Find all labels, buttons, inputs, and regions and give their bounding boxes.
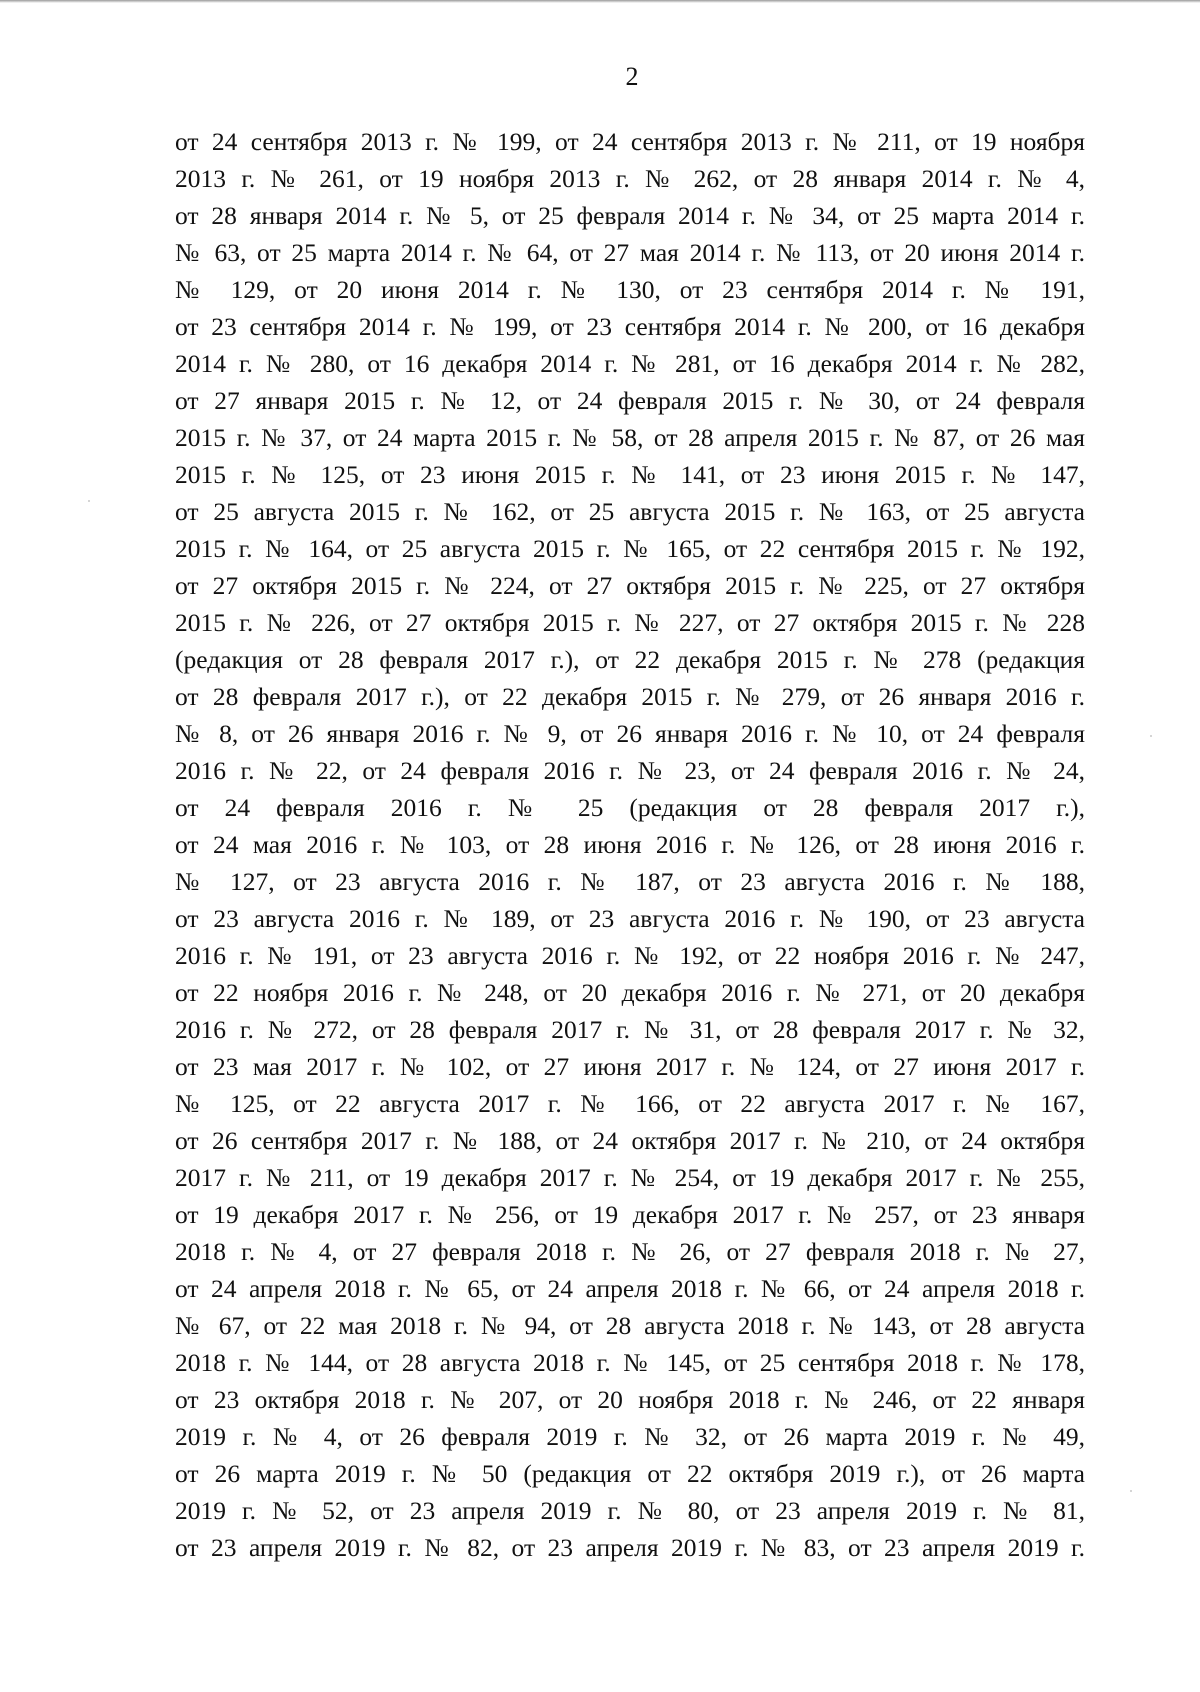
text-line: от 23 октября 2018 г. № 207, от 20 ноября 2018 г. № 246, от 22 января [175,1385,1085,1414]
text-line: 2014 г. № 280, от 16 декабря 2014 г. № 281, от 16 декабря 2014 г. № 282, [175,349,1085,378]
text-line: от 23 сентября 2014 г. № 199, от 23 сентября 2014 г. № 200, от 16 декабря [175,312,1085,341]
text-line: 2016 г. № 191, от 23 августа 2016 г. № 192, от 22 ноября 2016 г. № 247, [175,941,1085,970]
page-number: 2 [625,62,639,91]
text-line: 2015 г. № 37, от 24 марта 2015 г. № 58, от 28 апреля 2015 г. № 87, от 26 мая [175,423,1085,452]
text-line: 2019 г. № 4, от 26 февраля 2019 г. № 32, от 26 марта 2019 г. № 49, [175,1422,1085,1451]
text-line: от 22 ноября 2016 г. № 248, от 20 декабря 2016 г. № 271, от 20 декабря [175,978,1085,1007]
text-line: 2015 г. № 226, от 27 октября 2015 г. № 227, от 27 октября 2015 г. № 228 [175,608,1085,637]
text-line: № 67, от 22 мая 2018 г. № 94, от 28 августа 2018 г. № 143, от 28 августа [175,1311,1085,1340]
text-line: от 24 апреля 2018 г. № 65, от 24 апреля 2018 г. № 66, от 24 апреля 2018 г. [175,1274,1085,1303]
text-line: № 8, от 26 января 2016 г. № 9, от 26 января 2016 г. № 10, от 24 февраля [175,719,1085,748]
text-line: 2015 г. № 164, от 25 августа 2015 г. № 165, от 22 сентября 2015 г. № 192, [175,534,1085,563]
text-line: от 23 августа 2016 г. № 189, от 23 августа 2016 г. № 190, от 23 августа [175,904,1085,933]
text-line: от 26 марта 2019 г. № 50 (редакция от 22 октября 2019 г.), от 26 марта [175,1459,1085,1488]
text-line: 2018 г. № 144, от 28 августа 2018 г. № 145, от 25 сентября 2018 г. № 178, [175,1348,1085,1377]
text-line: № 127, от 23 августа 2016 г. № 187, от 23 августа 2016 г. № 188, [175,867,1085,896]
text-line: от 27 октября 2015 г. № 224, от 27 октября 2015 г. № 225, от 27 октября [175,571,1085,600]
text-line: (редакция от 28 февраля 2017 г.), от 22 декабря 2015 г. № 278 (редакция [175,645,1085,674]
text-line: от 28 января 2014 г. № 5, от 25 февраля 2014 г. № 34, от 25 марта 2014 г. [175,201,1085,230]
text-line: № 129, от 20 июня 2014 г. № 130, от 23 сентября 2014 г. № 191, [175,275,1085,304]
scan-speck [1150,735,1152,737]
text-line: от 26 сентября 2017 г. № 188, от 24 октября 2017 г. № 210, от 24 октября [175,1126,1085,1155]
text-line: 2016 г. № 272, от 28 февраля 2017 г. № 31, от 28 февраля 2017 г. № 32, [175,1015,1085,1044]
text-line: от 28 февраля 2017 г.), от 22 декабря 2015 г. № 279, от 26 января 2016 г. [175,682,1085,711]
text-line: от 24 мая 2016 г. № 103, от 28 июня 2016 г. № 126, от 28 июня 2016 г. [175,830,1085,859]
body-text [175,123,1085,1566]
text-line: от 23 апреля 2019 г. № 82, от 23 апреля 2019 г. № 83, от 23 апреля 2019 г. [175,1533,1085,1562]
text-line: 2019 г. № 52, от 23 апреля 2019 г. № 80, от 23 апреля 2019 г. № 81, [175,1496,1085,1525]
text-line: от 24 февраля 2016 г. № 25 (редакция от 28 февраля 2017 г.), [175,793,1085,822]
text-line: 2016 г. № 22, от 24 февраля 2016 г. № 23, от 24 февраля 2016 г. № 24, [175,756,1085,785]
text-line: от 19 декабря 2017 г. № 256, от 19 декабря 2017 г. № 257, от 23 января [175,1200,1085,1229]
scan-speck [88,500,90,502]
scan-speck [1130,1490,1132,1492]
text-line: 2017 г. № 211, от 19 декабря 2017 г. № 254, от 19 декабря 2017 г. № 255, [175,1163,1085,1192]
text-line: № 125, от 22 августа 2017 г. № 166, от 22 августа 2017 г. № 167, [175,1089,1085,1118]
text-line: № 63, от 25 марта 2014 г. № 64, от 27 мая 2014 г. № 113, от 20 июня 2014 г. [175,238,1085,267]
scan-top-edge [0,0,1200,3]
text-line: 2013 г. № 261, от 19 ноября 2013 г. № 262, от 28 января 2014 г. № 4, [175,164,1085,193]
text-line: от 27 января 2015 г. № 12, от 24 февраля 2015 г. № 30, от 24 февраля [175,386,1085,415]
text-line: 2015 г. № 125, от 23 июня 2015 г. № 141, от 23 июня 2015 г. № 147, [175,460,1085,489]
text-line: 2018 г. № 4, от 27 февраля 2018 г. № 26, от 27 февраля 2018 г. № 27, [175,1237,1085,1266]
text-line: от 24 сентября 2013 г. № 199, от 24 сентября 2013 г. № 211, от 19 ноября [175,127,1085,156]
text-line: от 25 августа 2015 г. № 162, от 25 августа 2015 г. № 163, от 25 августа [175,497,1085,526]
text-line: от 23 мая 2017 г. № 102, от 27 июня 2017 г. № 124, от 27 июня 2017 г. [175,1052,1085,1081]
